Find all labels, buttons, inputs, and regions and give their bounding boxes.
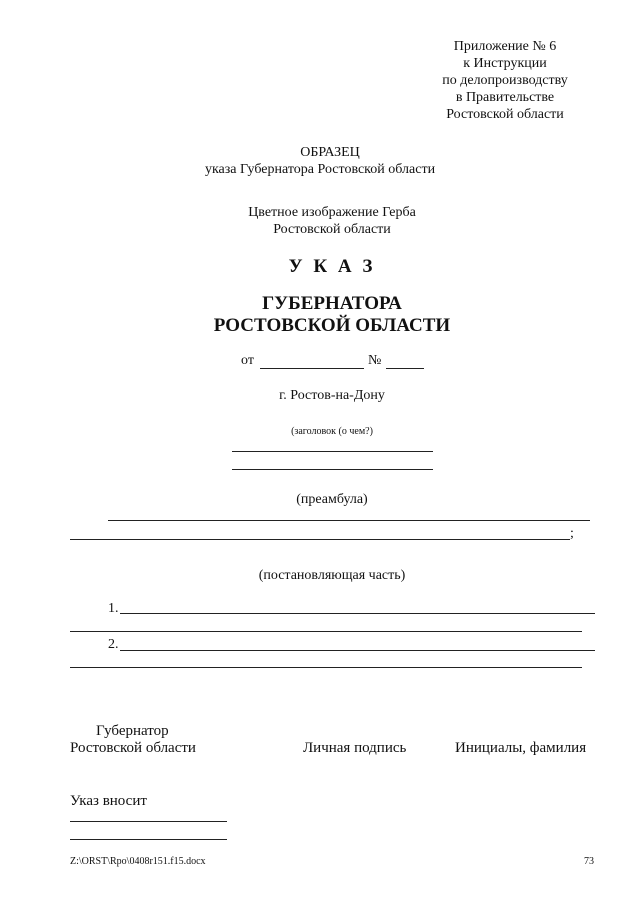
item-number-2: 2. [108, 637, 119, 652]
appendix-line-4: в Правительстве [455, 90, 555, 105]
decree-issuer-line-2: РОСТОВСКОЙ ОБЛАСТИ [213, 315, 451, 336]
appendix-block [405, 38, 605, 123]
submitted-by-label: Указ вносит [70, 793, 147, 809]
signer-position-line-1: Губернатор [96, 723, 169, 739]
sample-label: ОБРАЗЕЦ [300, 145, 360, 160]
item-2-line-1 [120, 650, 595, 651]
city-label: г. Ростов-на-Дону [279, 388, 385, 403]
item-2-line-2 [70, 667, 582, 668]
date-blank-line [260, 368, 364, 369]
personal-signature-label: Личная подпись [303, 740, 407, 756]
item-1-line-1 [120, 613, 595, 614]
emblem-placeholder-line-1: Цветное изображение Герба [248, 205, 416, 220]
heading-line-1 [232, 451, 433, 452]
operative-label: (постановляющая часть) [258, 568, 406, 583]
preamble-label: (преамбула) [296, 492, 368, 507]
appendix-line-5: Ростовской области [446, 107, 564, 122]
emblem-placeholder-line-2: Ростовской области [273, 222, 391, 237]
preamble-line-2 [70, 539, 570, 540]
initials-surname-label: Инициалы, фамилия [455, 740, 587, 756]
submitted-by-line-2 [70, 839, 227, 840]
submitted-by-line-1 [70, 821, 227, 822]
heading-line-2 [232, 469, 433, 470]
decree-issuer-line-1: ГУБЕРНАТОРА [262, 293, 402, 314]
sample-subtitle: указа Губернатора Ростовской области [204, 162, 436, 177]
appendix-line-1: Приложение № 6 [453, 39, 557, 54]
appendix-line-3: по делопроизводству [442, 73, 568, 88]
page-number: 73 [584, 856, 594, 867]
appendix-line-2: к Инструкции [463, 56, 547, 71]
number-blank-line [386, 368, 424, 369]
heading-hint: (заголовок (о чем?) [291, 426, 373, 437]
item-1-line-2 [70, 631, 582, 632]
number-label: № [368, 353, 382, 368]
preamble-line-1 [108, 520, 590, 521]
signer-position-line-2: Ростовской области [70, 740, 196, 756]
item-number-1: 1. [108, 601, 119, 616]
footer-file-path: Z:\ORST\Rpo\0408r151.f15.docx [70, 856, 206, 867]
preamble-end-mark: ; [570, 526, 574, 541]
decree-title: У К А З [288, 256, 376, 277]
date-from-label: от [241, 353, 254, 368]
